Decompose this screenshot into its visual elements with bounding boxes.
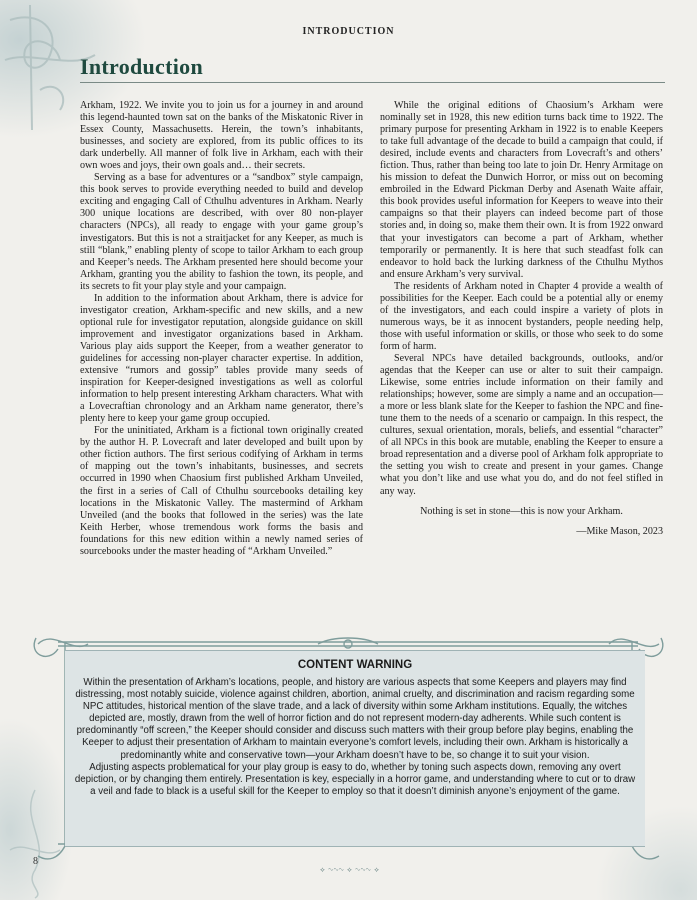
content-warning-box [65,650,645,847]
paragraph: Within the presentation of Arkham’s locations, people, and history are various aspects that some Keepers and players may find distressing, most notably suicide, violence against children, abortion, animal cruelty, and discrimination and racism regarding some NPC attitudes, historical mention of the slave trade, and a lack of diversity within some Arkham institutions. Equally, the witches depicted are, mostly, drawn from the well of horror fiction and do not represent modern-day adherents. While such content is predominantly “off screen,” the Keeper should consider and discuss such matters with their group before play begins, enabling the Keeper to adjust their presentation of Arkham to maintain everyone’s comfort levels, including their own. Arkham is historically a predominantly white and conservative town—your Arkham doesn’t have to be, so change it to suit your vision. [75,677,635,761]
paragraph: Adjusting aspects problematical for your play group is easy to do, whether by toning such aspects down, removing any overt depiction, or by changing them entirely. Presentation is key, especially in a horror game, and understanding where to cut or to draw a veil and fade to black is a useful skill for the Keeper to employ so that it doesn’t diminish anyone’s enjoyment of the game. [74,761,636,797]
paragraph: In addition to the information about Arkham, there is advice for investigator creation, Arkham-specific and new skills, and a new optional rule for investigator reputation, alongside guidance on skill improvement and investigator organizations based in Arkham. Various play aids support the Keeper, from a weather generator to guidelines for accessing non-player character expertise. In addition, extensive “rumors and gossip” tables provide many seeds of inspiration for Keeper-designed investigations as well as colorful information to help present interesting Arkham characters. What with a Lovecraftian chronology and an Arkham name generator, there’s plenty here to keep your game group occupied. [80,292,363,425]
paragraph: For the uninitiated, Arkham is a fictional town originally created by the author H. P. Lovecraft and later developed and built upon by other fiction authors. The first serious codifying of Arkham in terms of mapping out the town’s inhabitants, businesses, and secrets occurred in 1990 when Chaosium first published Arkham Unveiled, the first in a series of Call of Cthulhu sourcebooks detailing key locations in the Miskatonic Valley. The mastermind of Arkham Unveiled (and the books that followed in the series) was the late Keith Herber, whose tremendous work forms the basis and foundations for this new edition within a newly named series of sourcebooks under the master heading of “Arkham Unveiled.” [80,425,363,557]
paragraph: Several NPCs have detailed backgrounds, outlooks, and/or agendas that the Keeper can use or alter to suit their campaign. Likewise, some entries include information on their family and relationships; however, some are simply a name and an occupation—a more or less blank slate for the Keeper to fashion the NPC and fine-tune them to the needs of a scenario or campaign. In this respect, the cultures, sexual orientation, morals, beliefs, and essential “character” of all NPCs in this book are mutable, enabling the Keeper to ensure a broad representation and a diverse pool of Arkham folk appropriate to the setting you wish to create and present in your games. Change what you don’t like and use what you do, and do not feel stifled in any way. [380,352,663,497]
content-warning-body [71,677,639,798]
closing-line: Nothing is set in stone—this is now your Arkham. [420,505,623,517]
page-number: 8 [33,856,38,867]
left-column [80,100,363,558]
title-divider [80,82,665,83]
running-head: INTRODUCTION [302,26,395,37]
paragraph: Serving as a base for adventures or a “sandbox” style campaign, this book serves to provide everything needed to build and develop exciting and engaging Call of Cthulhu adventures in Arkham. Nearly 300 unique locations are described, with over 80 non-player characters (NPCs), all ready to engage with your game group’s investigators. But this is not a straitjacket for any Keeper, as much is still “blank,” enabling plenty of scope to tailor Arkham to each group and Keeper’s needs. The Arkham presented here should become your Arkham, granting you the ability to fashion the town, its people, and its secrets to fit your play style and your campaign. [80,172,363,292]
paragraph: The residents of Arkham noted in Chapter 4 provide a wealth of possibilities for the Keeper. Each could be a potential ally or enemy of the investigators, and each could inspire a variety of plots in numerous ways, be it as innocent bystanders, people needing help, those with useful information or skills, or those who seek to do some form of harm. [380,280,663,352]
decorative-script-band: ⟡ ∿∿∿ ⟡ ∿∿∿ ⟡ [320,866,380,874]
paragraph: While the original editions of Chaosium’s Arkham were nominally set in 1928, this new edition turns back time to 1922. The primary purpose for presenting Arkham in 1922 is to enable Keepers to take full advantage of the decade to build a campaign that could, if desired, include events and characters from Lovecraft’s and others’ fiction. Thus, rather than being too late to join Dr. Henry Armitage on his mission to defeat the Dunwich Horror, or miss out on becoming embroiled in the Edward Pickman Derby and Asenath Waite affair, this book provides useful information for Keepers to weave into their campaigns so that their players can indeed become part of those stories and, in doing so, make them their own. It is from 1922 onward that your investigators can become a part of Arkham, whether temporarily or permanently. It is here that such steadfast folk can endeavor to hold back the lurking darkness of the Cthulhu Mythos and ensure Arkham’s very survival. [380,100,663,280]
content-warning-title: CONTENT WARNING [297,659,413,671]
author-signature: —Mike Mason, 2023 [576,525,663,537]
right-column [380,100,663,538]
page-title: Introduction [80,54,203,79]
paragraph: Arkham, 1922. We invite you to join us for a journey in and around this legend-haunted town sat on the banks of the Miskatonic River in Essex County, Massachusetts. Herein, the town’s inhabitants, businesses, and society are explored, from its public offices to its dark underbelly. All manner of folk live in Arkham, each with their own woes and joys, their own goals and… their secrets. [80,100,363,172]
